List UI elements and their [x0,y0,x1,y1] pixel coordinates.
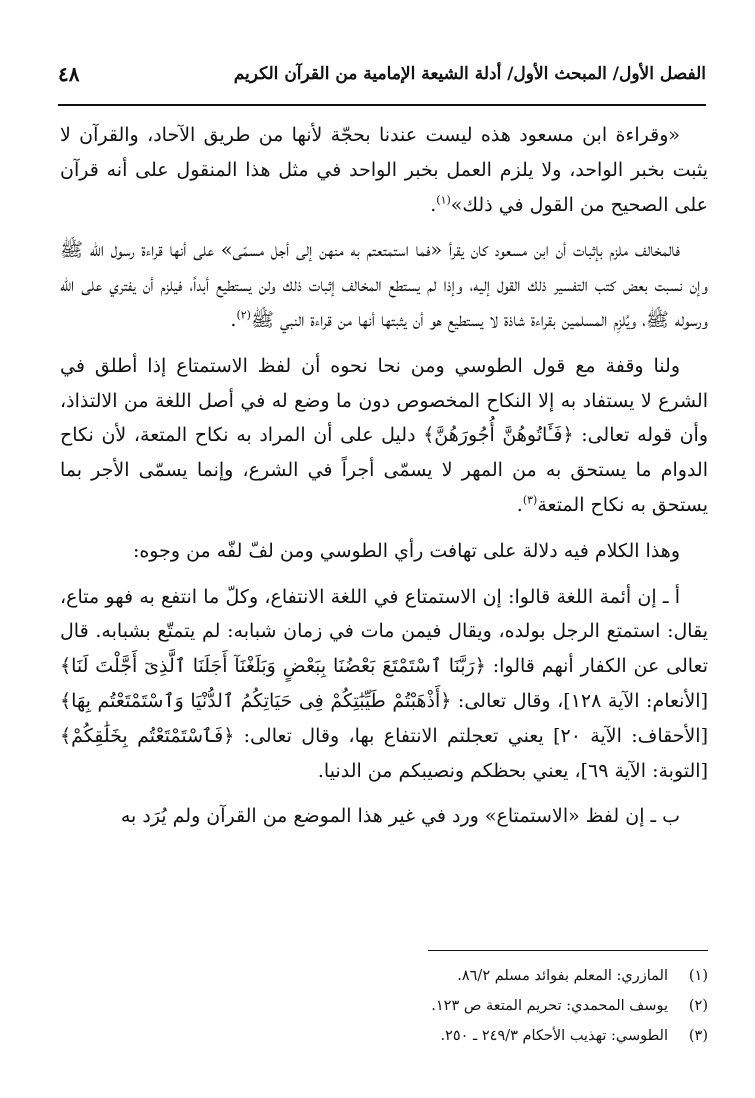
footnote-number: (٣) [688,1028,708,1044]
running-header [58,60,706,106]
footnote-text: المازري: المعلم بفوائد مسلم ٨٦/٢. [457,968,668,984]
footnote-ref-2[interactable]: (٢) [236,308,251,322]
paragraph-2: فالمخالف ملزم بإثبات أن ابن مسعود كان يقرأ «فما استمتعتم به منهن إلى أجل مسمّى» على أنها قراءة رسول الله ﷺ وإن نسبت بعض كتب التفسير ذلك القول إليه، وإذا لم يستطع المخالف إثبات ذلك ولن يستطيع أبداً، فيلزم أن يفتري على الله ورسوله ﷺ، ويُلزِم المسلمين بقراءة شاذة لا يستطيع هو أن يثبتها أنها من قراءة النبي ﷺ$^{(٢)}$. [60,239,708,331]
paragraph-1: «وقراءة ابن مسعود هذه ليست عندنا بحجّة لأنها من طريق الآحاد، والقرآن لا يثبت بخبر الواحد، ولا يلزم العمل بخبر الواحد في مثل هذا المنقول على أنه قرآن على الصحيح من القول في ذلك»$^{(١)}$. [60,124,708,216]
footnote-1 [60,961,708,991]
paragraph-4: وهذا الكلام فيه دلالة على تهافت رأي الطوسي ومن لفّ لفّه من وجوه: [132,539,680,562]
footnote-text: يوسف المحمدي: تحريم المتعة ص ١٢٣. [431,998,668,1014]
page-number: ٤٨ [58,62,80,86]
paragraph-6: ب ـ إن لفظ «الاستمتاع» ورد في غير هذا الموضع من القرآن ولم يُرَد به [120,805,680,828]
footnote-text: الطوسي: تهذيب الأحكام ٢٤٩/٣ ـ ٢٥٠. [440,1028,668,1044]
footnote-divider [428,950,708,951]
body-text [60,118,708,845]
header-title: الفصل الأول/ المبحث الأول/ أدلة الشيعة الإمامية من القرآن الكريم [233,64,706,84]
footnote-3 [60,1021,708,1051]
footnote-ref-3[interactable]: (٣) [522,493,538,507]
footnote-ref-1[interactable]: (١) [436,193,451,207]
paragraph-5: أ ـ إن أئمة اللغة قالوا: إن الاستمتاع في اللغة الانتفاع، وكلّ ما انتفع به فهو متاع، يقال: استمتع الرجل بولده، ويقال فيمن مات في زمان شبابه: لم يتمتّع بشبابه. قال تعالى عن الكفار أنهم قالوا: ﴿رَبَّنَا ٱسْتَمْتَعَ بَعْضُنَا بِبَعْضٍ وَبَلَغْنَآ أَجَلَنَا ٱلَّذِىٓ أَجَّلْتَ لَنَا﴾ [الأنعام: الآية ١٢٨]، وقال تعالى: ﴿أَذْهَبْتُمْ طَيِّبَٰتِكُمْ فِى حَيَاتِكُمُ ٱلدُّنْيَا وَٱسْتَمْتَعْتُم بِهَا﴾ [الأحقاف: الآية ٢٠] يعني تعجلتم الانتفاع بها، وقال تعالى: ﴿فَٱسْتَمْتَعْتُم بِخَلَٰقِكُمْ﴾ [التوبة: الآية ٦٩]، يعني بحظكم ونصيبكم من الدنيا. [60,585,708,782]
footnotes-section [60,950,708,1051]
paragraph-3: ولنا وقفة مع قول الطوسي ومن نحا نحوه أن لفظ الاستمتاع إذا أطلق في الشرع لا يستفاد به إلا النكاح المخصوص دون ما وضع له في أصل اللغة من الالتذاذ، وأن قوله تعالى: ﴿فَـَٔاتُوهُنَّ أُجُورَهُنَّ﴾ دليل على أن المراد به نكاح المتعة، لأن نكاح الدوام ما يستحق به من المهر لا يسمّى أجراً في الشرع، وإنما يسمّى الأجر بما يستحق به نكاح المتعة$^{(٣)}$. [60,354,708,516]
footnote-number: (١) [688,968,708,984]
footnote-number: (٢) [688,998,708,1014]
footnote-2 [60,991,708,1021]
